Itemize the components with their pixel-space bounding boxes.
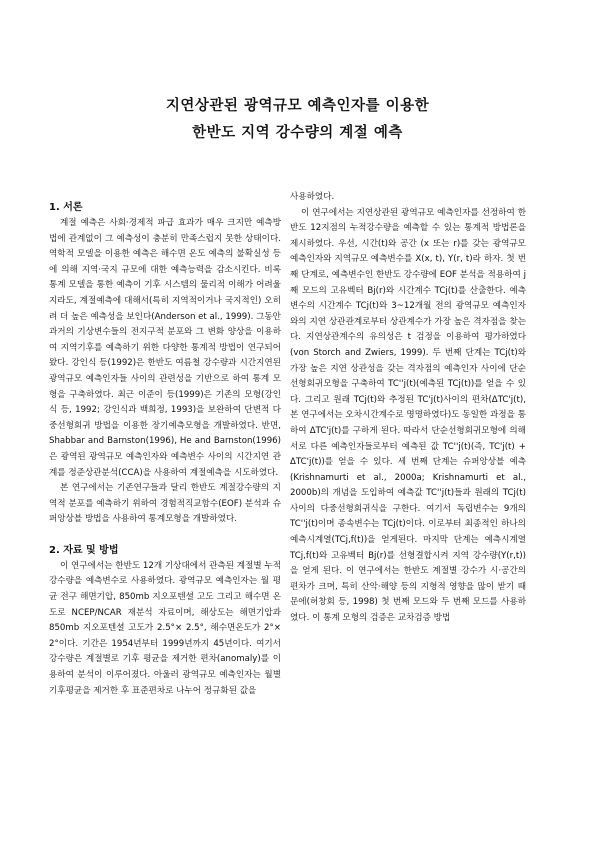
paper-title-line1: 지연상관된 광역규모 예측인자를 이용한 (165, 98, 430, 114)
paper-title-line2: 한반도 지역 강수량의 계절 예측 (192, 125, 403, 141)
right-paragraph-continuation: 사용하였다. (290, 192, 335, 202)
right-column (290, 190, 526, 627)
section1-paragraph2: 본 연구에서는 기존연구들과 달리 한반도 계절강수량의 지역적 분포를 예측하기 위하여 경험적직교함수(EOF) 분석과 슈퍼앙상블 방법을 사용하여 통계모형을 개발하였다. (49, 483, 281, 525)
right-paragraph-method: 이 연구에서는 지연상관된 광역규모 예측인자를 선정하여 한반도 12지점의 누적강수량을 예측할 수 있는 통계적 방법론을 제시하였다. 우선, 시간(t)와 공간 (x 또는 r)를 갖는 광역규모 예측인자와 지역규모 예측변수를 X(x, t), Y(r, t)라 하자. 첫 번째 단계로, 예측변수인 한반도 강수량에 EOF 분석을 적용하여 j째 모드의 고유벡터 Bj(r)와 시간계수 TCj(t)를 산출한다. 예측변수의 시간계수 TCj(t)와 3~12개월 전의 광역규모 예측인자와의 지연 상관관계로부터 상관계수가 가장 높은 격자점을 찾는다. 지연상관계수의 유의성은 t 검정을 이용하여 평가하였다(von Storch and Zwiers, 1999). 두 번째 단계는 TCj(t)와 가장 높은 지연 상관성을 갖는 격자점의 예측인자 사이에 단순선형회귀모형을 구축하여 TC''j(t)(예측된 TCj(t))를 얻을 수 있다. 그리고 원래 TCj(t)와 추정된 TC'j(t)사이의 편차(ΔTC'j(t), 본 연구에서는 오차시간계수로 명명하였다)도 동일한 과정을 통하여 ΔTC'j(t)를 구하게 된다. 따라서 단순선형회귀모형에 의해 서로 다른 예측인자들로부터 예측된 값 TC''j(t)(즉, TC'j(t) + ΔTC'j(t))를 얻을 수 있다. 세 번째 단계는 슈퍼앙상블 예측(Krishnamurti et al., 2000a; Krishnamurti et al., 2000b)의 개념을 도입하여 예측값 TC''j(t)들과 원래의 TCj(t) 사이의 다중선형회귀식을 구한다. 여기서 독립변수는 9개의 TC''j(t)이며 종속변수는 TCj(t)이다. 이로부터 최종적인 하나의 예측시계열(TCj,f(t))을 얻게된다. 마지막 단계는 예측시계열 TCj,f(t)와 고유벡터 Bj(r)를 선형결합시켜 지역 강수량(Y(r,t))을 얻게 된다. 이 연구에서는 한반도 계절별 강수가 시·공간의 편차가 크며, 특히 산악·해양 등의 지형적 영향을 많이 받기 때문에(허창회 등, 1998) 첫 번째 모드와 두 번째 모드를 사용하였다. 이 통계 모형의 검증은 교차검증 방법 (290, 207, 526, 624)
section1-paragraph1: 계절 예측은 사회·경제적 파급 효과가 매우 크지만 예측방법에 관계없이 그 예측성이 충분히 만족스럽지 못한 상태이다. 역학적 모델을 이용한 예측은 해수면 온도 예측의 불확실성 등에 의해 지역·국지 규모에 대한 예측능력을 감소시킨다. 비록 통계 모델을 통한 예측이 기후 시스템의 물리적 이해가 어려울지라도, 계절예측에 대해서(특히 지역적이거나 국지적인) 오히려 더 높은 예측성을 보인다(Anderson et al., 1999). 그동안 과거의 기상변수들의 전지구적 분포와 그 변화 양상을 이용하여 지역기후를 예측하기 위한 다양한 통계적 방법이 연구되어 왔다. 강인식 등(1992)은 한반도 여름철 강수량과 시간지연된 광역규모 예측인자들 사이의 관련성을 기반으로 하여 통계 모형을 구축하였다. 최근 이준이 등(1999)은 기존의 모형(강인식 등, 1992; 강인식과 백희정, 1993)을 보완하여 단변적 다중선형회귀 방법을 이용한 장기예측모형을 개발하였다. 반면, Shabbar and Barnston(1996), He and Barnston(1996)은 광역된 광역규모 예측인자와 예측변수 사이의 시간지연 관계를 정준상관분석(CCA)을 사용하여 계절예측을 시도하였다. (49, 218, 281, 478)
left-column (49, 200, 281, 699)
section2-heading: 2. 자료 및 방법 (49, 544, 119, 556)
section1-heading: 1. 서론 (49, 202, 83, 213)
section2-paragraph1: 이 연구에서는 한반도 12개 기상대에서 관측된 계절별 누적강수량을 예측변수로 사용하였다. 광역규모 예측인자는 월 평균 전구 해면기압, 850mb 지오포텐셜 고도 그리고 해수면 온도로 NCEP/NCAR 재분석 자료이며, 해상도는 해면기압과 850mb 지오포텐셜 고도가 2.5°× 2.5°, 해수면온도가 2°× 2°이다. 기간은 1954년부터 1999년까지 45년이다. 여기서 강수량은 계절별로 기후 평균을 제거한 편차(anomaly)를 이용하여 분석이 이루어졌다. 아울러 광역규모 예측인자는 월별 기후평균을 제거한 후 표준편차로 나누어 정규화된 값을 (49, 560, 281, 696)
